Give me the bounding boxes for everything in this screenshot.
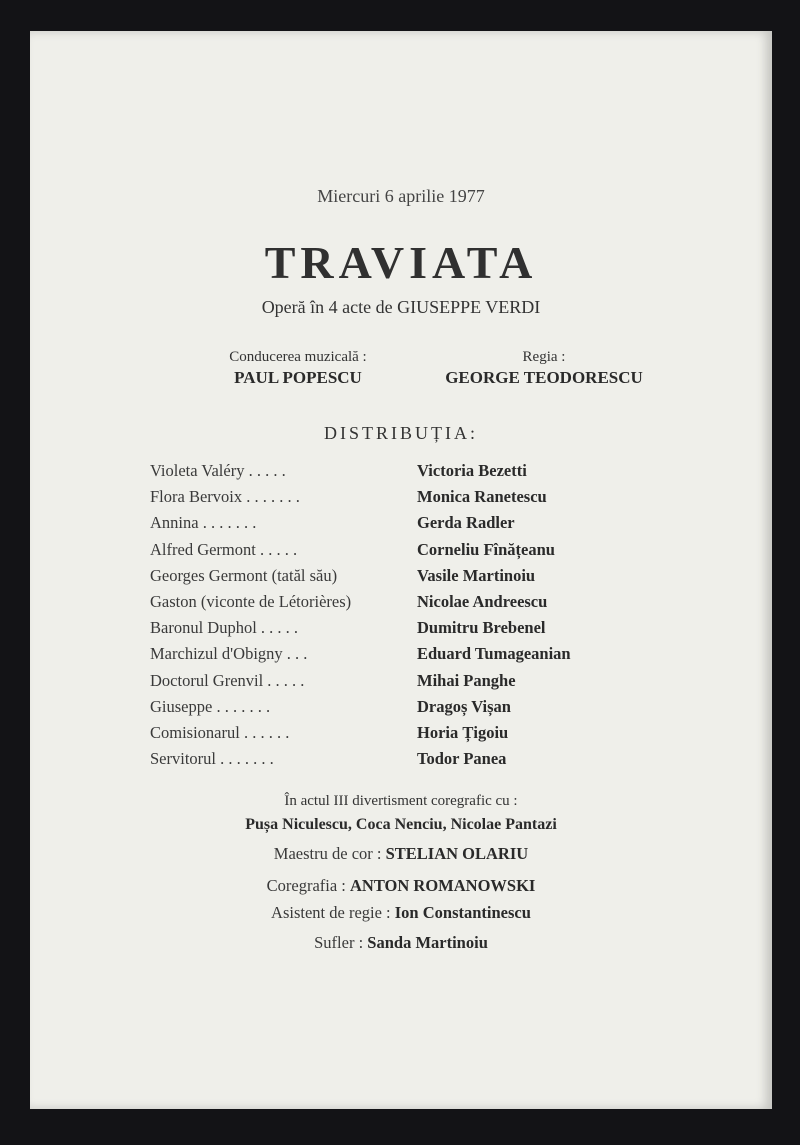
opera-title: TRAVIATA [264, 237, 538, 288]
cast-actor: Dragoș Vișan [417, 696, 511, 716]
stage-director-name: GEORGE TEODORESCU [445, 368, 643, 387]
cast-actor: Dumitru Brebenel [417, 618, 546, 638]
cast-row [150, 749, 670, 775]
cast-actor: Victoria Bezetti [417, 461, 527, 480]
music-direction-credit [193, 349, 403, 388]
choreography-credit [30, 876, 772, 896]
cast-actor: Nicolae Andreescu [417, 591, 548, 611]
cast-row [150, 592, 670, 618]
prompter-label: Sufler : [314, 933, 364, 952]
cast-role: Marchizul d'Obigny . . . [150, 644, 308, 664]
cast-actor: Eduard Tumageanian [417, 644, 571, 664]
cast-list [150, 461, 670, 775]
cast-role: Comisionarul . . . . . . [150, 722, 290, 742]
cast-actor: Corneliu Fînățeanu [417, 539, 555, 559]
cast-role: Annina . . . . . . . [150, 513, 257, 533]
cast-role: Gaston (viconte de Létorières) [150, 591, 352, 611]
cast-role: Flora Bervoix . . . . . . . [150, 487, 300, 507]
cast-row [150, 671, 670, 697]
choir-master-name: STELIAN OLARIU [385, 844, 529, 863]
cast-role: Georges Germont (tatăl său) [150, 565, 338, 585]
cast-role: Doctorul Grenvil . . . . . [150, 670, 305, 690]
cast-row [150, 461, 670, 487]
music-direction-label: Conducerea muzicală : [229, 349, 367, 365]
cast-actor: Horia Țigoiu [417, 722, 509, 742]
cast-role: Alfred Germont . . . . . [150, 539, 298, 559]
music-director-name: PAUL POPESCU [234, 368, 362, 387]
cast-role: Violeta Valéry . . . . . [150, 461, 286, 480]
cast-row [150, 644, 670, 670]
assistant-director-label: Asistent de regie : [271, 903, 391, 922]
cast-row [150, 487, 670, 513]
stage-direction-credit [434, 349, 654, 388]
choir-master-label: Maestru de cor : [273, 844, 382, 863]
cast-actor: Vasile Martinoiu [417, 565, 536, 585]
cast-role: Servitorul . . . . . . . [150, 749, 274, 769]
cast-row [150, 540, 670, 566]
choreographer-name: ANTON ROMANOWSKI [350, 876, 536, 895]
prompter-name: Sanda Martinoiu [367, 933, 488, 952]
choir-master-credit [30, 844, 772, 864]
cast-actor: Monica Ranetescu [417, 487, 547, 507]
cast-row [150, 723, 670, 749]
cast-actor: Todor Panea [417, 749, 507, 769]
assistant-director-name: Ion Constantinescu [394, 903, 531, 922]
cast-actor: Gerda Radler [417, 513, 515, 533]
performance-date: Miercuri 6 aprilie 1977 [317, 186, 485, 206]
cast-actor: Mihai Panghe [417, 670, 516, 690]
opera-subtitle: Operă în 4 acte de GIUSEPPE VERDI [261, 297, 541, 317]
cast-row [150, 566, 670, 592]
cast-role: Baronul Duphol . . . . . [150, 618, 299, 638]
cast-row [150, 513, 670, 539]
dancers-list: Pușa Niculescu, Coca Nenciu, Nicolae Pantazi [245, 816, 557, 833]
choreography-label: Coregrafia : [266, 876, 346, 895]
stage-direction-label: Regia : [522, 349, 566, 365]
prompter-credit [30, 933, 772, 953]
cast-heading: DISTRIBUȚIA: [324, 423, 478, 443]
cast-role: Giuseppe . . . . . . . [150, 696, 271, 716]
program-sheet [30, 31, 772, 1109]
cast-row [150, 618, 670, 644]
cast-row [150, 697, 670, 723]
assistant-director-credit [30, 903, 772, 923]
divertisment-label: În actul III divertisment coregrafic cu : [284, 793, 518, 809]
